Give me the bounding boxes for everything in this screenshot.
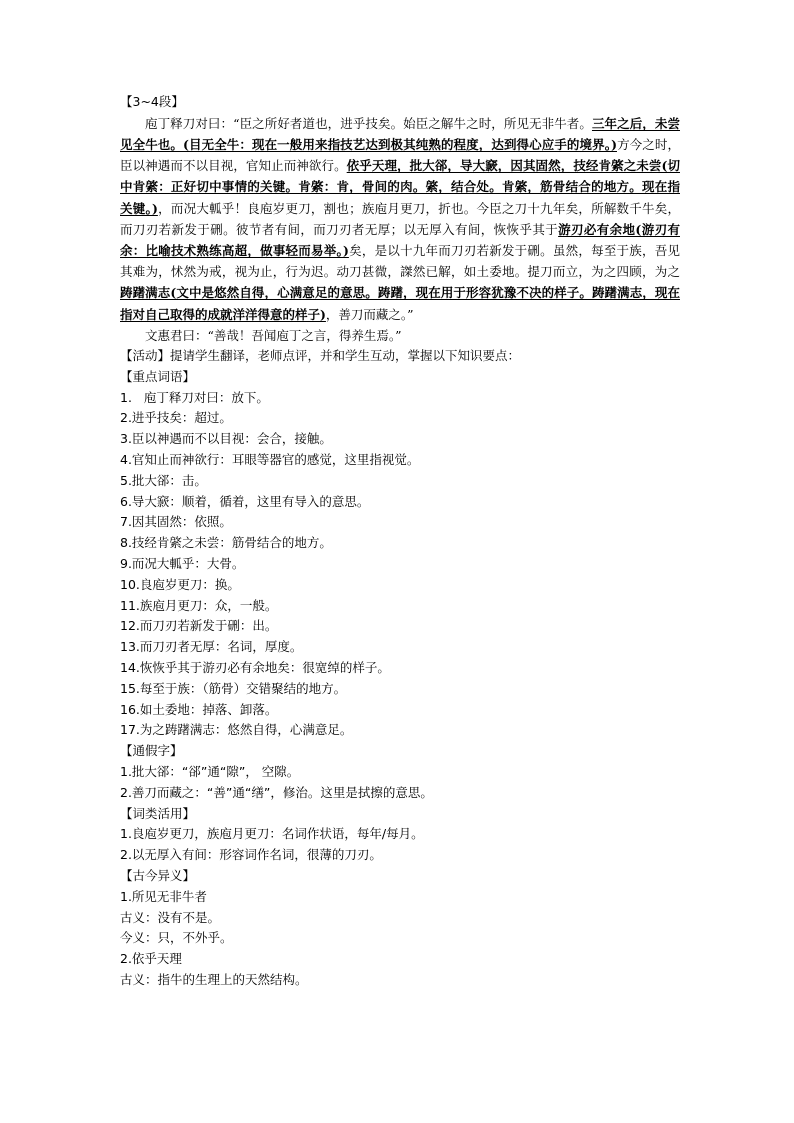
ancient-modern-item: 2.依乎天理 xyxy=(120,951,182,967)
ancient-modern-heading: 【古今异义】 xyxy=(120,867,196,883)
key-word-item: 8.技经肯綮之未尝：筋骨结合的地方。 xyxy=(120,535,332,551)
passage-annotation: 游刃必有余地(游刃有余：比喻技术熟练高超，做事轻而易举。) xyxy=(120,221,680,259)
key-word-item: 9.而况大軱乎：大骨。 xyxy=(120,556,245,571)
key-word-item: 4.官知止而神欲行：耳眼等器官的感觉，这里指视觉。 xyxy=(120,452,420,468)
tongjiazi-list xyxy=(120,762,680,804)
key-word-item: 2.进乎技矣：超过。 xyxy=(120,410,232,426)
key-word-item: 6.导大窾：顺着，循着，这里有导入的意思。 xyxy=(120,493,370,509)
section-heading: 【3~4段】 xyxy=(120,94,184,109)
passage-annotation: 三年之后，未尝见全牛也。(目无全牛：现在一般用来指技艺达到极其纯熟的程度，达到得心应手的境界。) xyxy=(120,115,680,152)
reply-paragraph: 文惠君曰：“善哉！吾闻庖丁之言，得养生焉。” xyxy=(145,327,402,343)
ancient-modern-list xyxy=(120,887,680,991)
key-word-item: 3.臣以神遇而不以目视：会合，接触。 xyxy=(120,431,332,447)
tongjiazi-item: 1.批大郤：“郤”通“隙”， 空隙。 xyxy=(120,763,300,779)
passage-text: 庖丁释刀对曰：“臣之所好者道也，进乎技矣。始臣之解牛之时，所见无非牛者。 xyxy=(145,115,592,131)
passage-annotation: 依乎天理，批大郤，导大窾，因其固然，技经肯綮之未尝(切中肯綮：正好切中事情的关键。肯綮：肯，骨间的肉。綮，结合处。肯綮，筋骨结合的地方。现在指关键。) xyxy=(120,158,680,216)
ancient-modern-item: 1.所见无非牛者 xyxy=(120,888,207,904)
key-words-heading: 【重点词语】 xyxy=(120,368,196,384)
passage-text: ，善刀而藏之。” xyxy=(325,306,414,322)
word-class-heading: 【词类活用】 xyxy=(120,805,196,821)
key-word-item: 16.如土委地：掉落、卸落。 xyxy=(120,701,278,717)
ancient-modern-item: 今义：只，不外乎。 xyxy=(120,930,233,946)
key-word-item: 7.因其固然：依照。 xyxy=(120,514,232,530)
activity-line: 【活动】提请学生翻译，老师点评，并和学生互动，掌握以下知识要点： xyxy=(120,348,521,364)
key-word-item: 11.族庖月更刀：众，一般。 xyxy=(120,597,278,613)
passage-annotation: 踌躇满志(文中是悠然自得，心满意足的意思。踌躇，现在用于形容犹豫不决的样子。踌躇满志，现在指对自己取得的成就洋洋得意的样子) xyxy=(120,285,680,322)
tongjiazi-item: 2.善刀而藏之：“善”通“缮”，修治。这里是拭擦的意思。 xyxy=(120,784,433,800)
passage-text: 方今之时，臣以神遇而不以目视，官知止而神欲行。 xyxy=(120,137,680,174)
word-class-item: 2.以无厚入有间：形容词作名词，很薄的刀刃。 xyxy=(120,847,382,863)
word-class-item: 1.良庖岁更刀，族庖月更刀：名词作状语，每年/每月。 xyxy=(120,826,424,842)
passage-paragraph xyxy=(120,113,680,325)
tongjiazi-heading: 【通假字】 xyxy=(120,743,183,759)
ancient-modern-item: 古义：指牛的生理上的天然结构。 xyxy=(120,971,308,987)
key-word-item: 14.恢恢乎其于游刃必有余地矣：很宽绰的样子。 xyxy=(120,659,390,675)
key-word-item: 17.为之踌躇满志：悠然自得，心满意足。 xyxy=(120,722,353,738)
passage-text: ，而况大軱乎！良庖岁更刀，割也；族庖月更刀，折也。今臣之刀十九年矣，所解数千牛矣，而刀刃若新发于硎。彼节者有间，而刀刃者无厚；以无厚入有间，恢恢乎其于 xyxy=(120,200,680,237)
key-word-item: 15.每至于族：（筋骨）交错聚结的地方。 xyxy=(120,680,347,696)
key-word-item: 12.而刀刃若新发于硎：出。 xyxy=(120,618,278,634)
key-word-item: 5.批大郤：击。 xyxy=(120,472,207,488)
key-word-item: 1. 庖丁释刀对曰：放下。 xyxy=(120,389,269,405)
key-word-item: 10.良庖岁更刀：换。 xyxy=(120,576,240,592)
key-word-item: 13.而刀刃者无厚：名词，厚度。 xyxy=(120,639,303,655)
key-words-list xyxy=(120,388,680,742)
passage-text: 矣，是以十九年而刀刃若新发于硎。虽然，每至于族，吾见其难为，怵然为戒，视为止，行为迟。动刀甚微，謋然已解，如土委地。提刀而立，为之四顾，为之 xyxy=(120,243,680,280)
word-class-list xyxy=(120,824,680,866)
document-page xyxy=(120,92,680,991)
ancient-modern-item: 古义：没有不是。 xyxy=(120,909,221,925)
